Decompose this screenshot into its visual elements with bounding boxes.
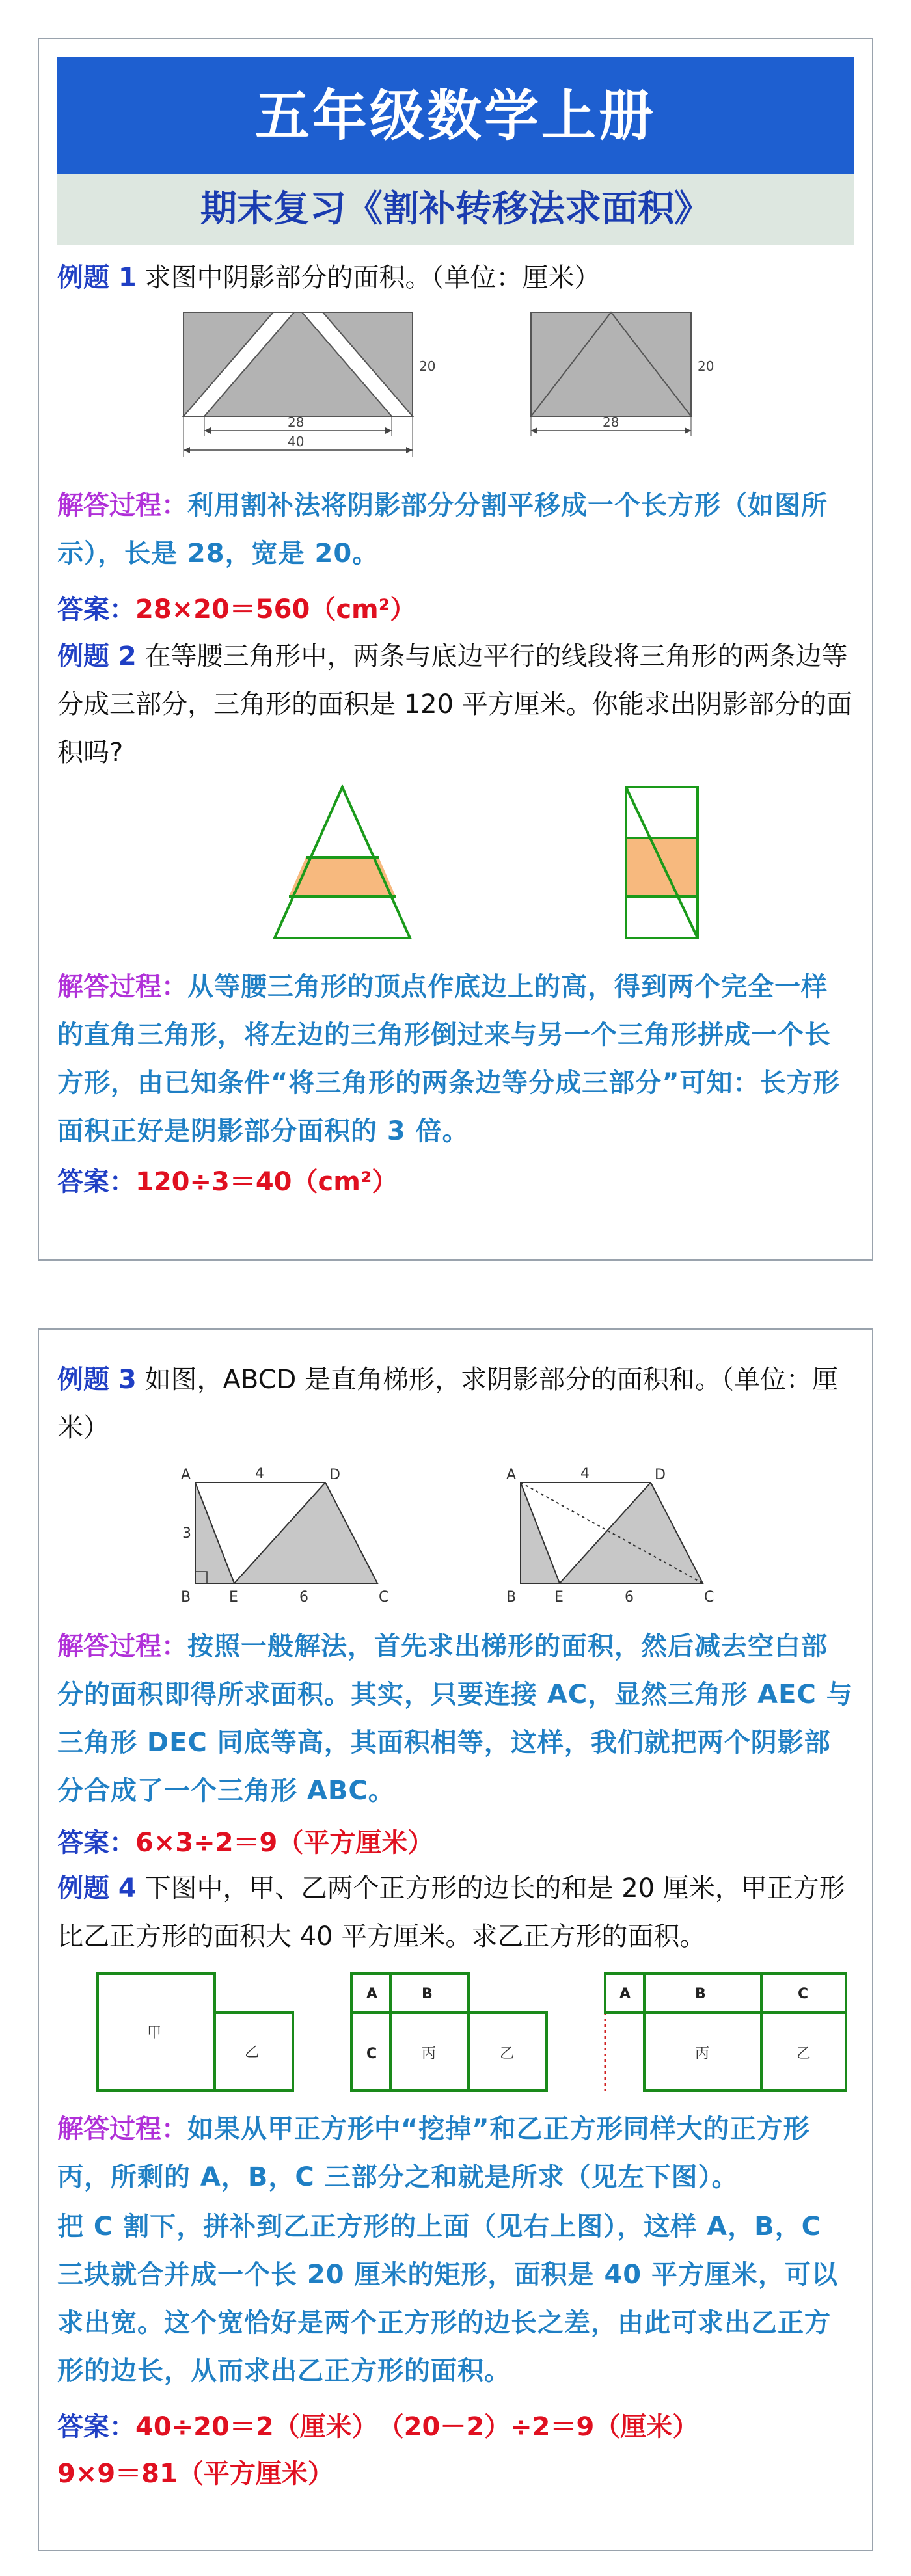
ex4-solution-block — [57, 2105, 854, 2201]
ex4-answer-1: 40÷20＝2（厘米） （20－2）÷2＝9（厘米） — [135, 2412, 699, 2442]
ex4-answer-block-2 — [57, 2450, 854, 2498]
ex4-f3-bing: 丙 — [695, 2046, 710, 2062]
ex1-question: 求图中阴影部分的面积。（单位：厘米） — [144, 263, 601, 293]
ex2-rectangle-figure — [626, 787, 698, 938]
ex2-question: 在等腰三角形中，两条与底边平行的线段将三角形的两条边等分成三部分，三角形的面积是 120 平方厘米。你能求出阴影部分的面积吗? — [57, 641, 852, 768]
ex3-label-A: A — [181, 1467, 191, 1483]
ex3r-label-A: A — [506, 1467, 517, 1483]
ex3-figures — [169, 1460, 794, 1609]
ex3-answer: 6×3÷2＝9（平方厘米） — [135, 1828, 434, 1858]
ex4-solution-1: 如果从甲正方形中“挖掉”和乙正方形同样大的正方形丙，所剩的 A，B，C 三部分之和就是所求（见左下图）。 — [57, 2114, 810, 2192]
ex4-label: 例题 4 — [57, 1873, 137, 1903]
ex2-solution-label: 解答过程： — [57, 972, 187, 1002]
ex3-label-C: C — [379, 1589, 389, 1605]
ex2-solution-block — [57, 963, 854, 1155]
ex1-answer-label: 答案： — [57, 595, 135, 624]
ex3-label-B: B — [181, 1589, 191, 1605]
ex3-solution-block — [57, 1622, 854, 1815]
ex4-solution-2: 把 C 割下，拼补到乙正方形的上面（见右上图），这样 A，B，C 三块就合并成一个长 20 厘米的矩形，面积是 40 平方厘米，可以求出宽。这个宽恰好是两个正方形的边长之差，由此可求出乙正方形的边长，从而求出乙正方形的面积。 — [57, 2212, 839, 2386]
ex4-solution-block-2 — [57, 2203, 854, 2395]
ex1-right-figure — [531, 312, 714, 436]
ex1-question-block — [57, 254, 854, 302]
ex1-figures — [182, 306, 716, 468]
ex2-answer: 120÷3＝40（cm²） — [135, 1167, 398, 1197]
ex4-f3-B: B — [695, 1986, 706, 2002]
ex4-answer-label: 答案： — [57, 2412, 135, 2442]
ex2-figures — [273, 781, 703, 950]
ex3-label-top: 4 — [255, 1466, 264, 1482]
ex3r-label-C: C — [704, 1589, 714, 1605]
ex2-solution: 从等腰三角形的顶点作底边上的高，得到两个完全一样的直角三角形，将左边的三角形倒过来与另一个三角形拼成一个长方形，由已知条件“将三角形的两条边等分成三部分”可知：长方形面积正好是阴影部分面积的 3 倍。 — [57, 972, 840, 1146]
ex4-f1-jia: 甲 — [147, 2025, 162, 2041]
ex1-solution-block — [57, 481, 854, 578]
ex3-label-E: E — [229, 1589, 238, 1605]
ex3-right-figure — [506, 1466, 714, 1605]
ex3r-label-B: B — [506, 1589, 517, 1605]
ex3-solution: 按照一般解法，首先求出梯形的面积，然后减去空白部分的面积即得所求面积。其实，只要连接 AC，显然三角形 AEC 与三角形 DEC 同底等高，其面积相等，这样，我们就把两个阴影部分合成了一个三角形 ABC。 — [57, 1631, 853, 1806]
ex4-solution-label: 解答过程： — [57, 2114, 187, 2144]
ex4-figures — [65, 1967, 852, 2097]
ex4-answer-block — [57, 2403, 854, 2451]
card-page-2 — [38, 1328, 873, 2551]
ex1-label: 例题 1 — [57, 263, 137, 293]
ex4-fig1 — [98, 1974, 293, 2091]
ex4-f1-yi: 乙 — [245, 2045, 260, 2061]
ex3-label-bottom: 6 — [299, 1589, 308, 1605]
ex4-fig2 — [351, 1974, 547, 2091]
ex1-label-top: 28 — [288, 414, 305, 430]
ex3-left-figure — [181, 1466, 388, 1605]
ex3-label-left: 3 — [182, 1525, 191, 1542]
ex1-label-bottom: 40 — [288, 434, 305, 449]
page-title: 五年级数学上册 — [57, 57, 854, 174]
ex1-right-label-height: 20 — [698, 358, 714, 374]
ex3-answer-block — [57, 1819, 854, 1867]
ex1-answer: 28×20＝560（cm²） — [135, 595, 416, 624]
ex4-f3-yi: 乙 — [796, 2046, 811, 2062]
ex4-f2-B: B — [422, 1986, 433, 2002]
ex3-question: 如图，ABCD 是直角梯形，求阴影部分的面积和。（单位：厘米） — [57, 1365, 839, 1443]
ex2-answer-block — [57, 1158, 854, 1206]
ex4-question-block — [57, 1864, 854, 1961]
ex3-label: 例题 3 — [57, 1365, 137, 1395]
ex1-answer-block — [57, 585, 854, 634]
ex1-solution-label: 解答过程： — [57, 490, 187, 520]
ex3r-label-D: D — [655, 1467, 666, 1483]
ex3-solution-label: 解答过程： — [57, 1631, 187, 1661]
card-page-1 — [38, 38, 873, 1261]
ex2-label: 例题 2 — [57, 641, 137, 671]
page-subtitle: 期末复习《割补转移法求面积》 — [57, 174, 854, 245]
ex4-f2-C: C — [366, 2046, 377, 2062]
ex4-f3-C: C — [798, 1986, 809, 2002]
ex3r-label-top: 4 — [580, 1466, 590, 1482]
ex3-answer-label: 答案： — [57, 1828, 135, 1858]
ex3r-label-E: E — [554, 1589, 564, 1605]
ex3-label-D: D — [329, 1467, 340, 1483]
ex3-question-block — [57, 1356, 854, 1452]
ex1-left-figure — [184, 312, 435, 457]
ex4-fig3 — [605, 1974, 846, 2091]
ex4-f2-yi: 乙 — [500, 2046, 515, 2062]
ex1-right-label-width: 28 — [603, 414, 619, 430]
ex3r-label-bottom: 6 — [625, 1589, 634, 1605]
ex1-solution: 利用割补法将阴影部分分割平移成一个长方形（如图所示），长是 28，宽是 20。 — [57, 490, 828, 569]
ex2-answer-label: 答案： — [57, 1167, 135, 1197]
ex2-question-block — [57, 632, 854, 777]
ex2-triangle-figure — [275, 787, 410, 938]
ex4-f2-A: A — [366, 1986, 378, 2002]
ex4-answer-2: 9×9＝81（平方厘米） — [57, 2459, 334, 2489]
ex4-question: 下图中，甲、乙两个正方形的边长的和是 20 厘米，甲正方形比乙正方形的面积大 40 平方厘米。求乙正方形的面积。 — [57, 1873, 845, 1952]
ex1-label-height: 20 — [419, 358, 436, 374]
ex4-f2-bing: 丙 — [422, 2046, 437, 2062]
ex4-f3-A: A — [619, 1986, 631, 2002]
